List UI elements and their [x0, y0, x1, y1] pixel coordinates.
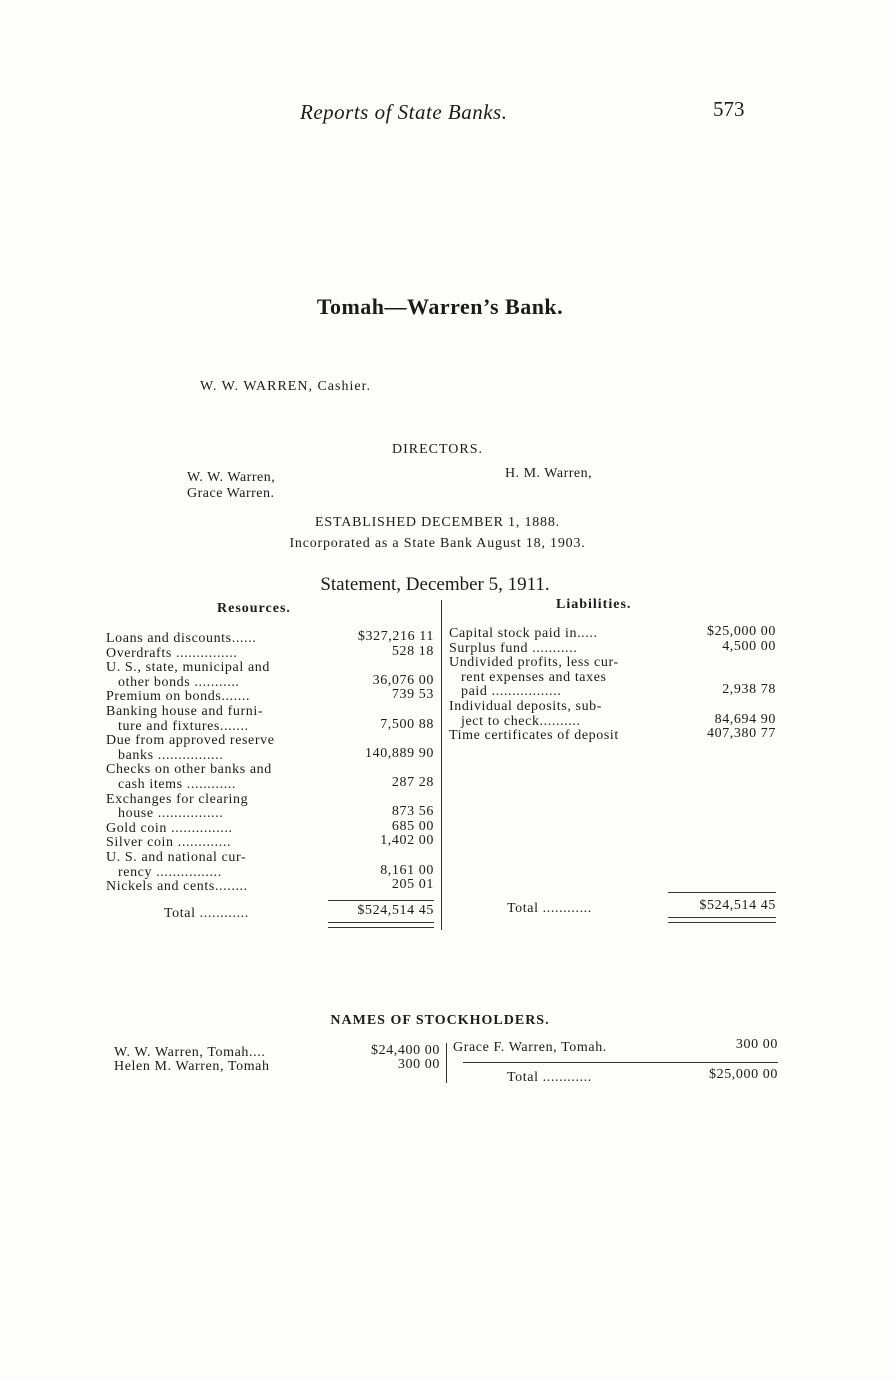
- resources-heading: Resources.: [217, 601, 291, 616]
- stockholders-total-label: Total ............: [507, 1070, 592, 1085]
- column-divider: [441, 600, 442, 930]
- liability-item-amount: 4,500 00: [722, 638, 776, 654]
- stockholders-divider: [446, 1043, 447, 1083]
- resource-item-amount: 36,076 00: [372, 672, 434, 688]
- liability-item-label: rent expenses and taxes: [461, 669, 607, 685]
- liabilities-total-label: Total ............: [507, 901, 592, 916]
- resource-item-amount: 685 00: [391, 818, 434, 834]
- stockholder-amount: 300 00: [397, 1057, 440, 1072]
- bank-name: Tomah—Warren’s Bank.: [316, 294, 564, 319]
- resource-item-label: U. S. and national cur-: [106, 850, 247, 865]
- stockholders-total-amount: $25,000 00: [709, 1067, 778, 1082]
- stockholder-amount: $24,400 00: [371, 1043, 440, 1058]
- liability-item-label: Undivided profits, less cur-: [449, 655, 619, 671]
- statement-title: Statement, December 5, 1911.: [320, 574, 550, 595]
- liability-item-label: ject to check..........: [461, 713, 581, 729]
- resource-item-label: Silver coin .............: [106, 835, 232, 851]
- resource-item-label: Nickels and cents........: [106, 879, 248, 895]
- resource-item-amount: $327,216 11: [357, 629, 434, 644]
- director-name: Grace Warren.: [187, 486, 275, 501]
- stockholder-name: Helen M. Warren, Tomah: [114, 1059, 270, 1074]
- director-name: W. W. Warren,: [187, 470, 276, 485]
- running-header-title: Reports of State Banks.: [300, 100, 508, 124]
- liability-item-amount: 2,938 78: [722, 682, 776, 698]
- resource-item-amount: 205 01: [391, 877, 434, 893]
- directors-heading: DIRECTORS.: [391, 442, 484, 457]
- incorporated-line: Incorporated as a State Bank August 18, 1903.: [289, 536, 586, 551]
- resource-item-label: Exchanges for clearing: [106, 791, 249, 807]
- resource-item-amount: 1,402 00: [380, 833, 434, 849]
- stockholder-name: Grace F. Warren, Tomah.: [453, 1040, 607, 1055]
- resource-item-label: Banking house and furni-: [106, 704, 264, 719]
- liability-item-label: paid .................: [461, 684, 562, 700]
- resource-item-label: U. S., state, municipal and: [106, 660, 270, 676]
- liability-item-label: Individual deposits, sub-: [449, 699, 603, 714]
- resource-item-label: banks ................: [118, 747, 224, 763]
- resource-item-label: rency ................: [118, 864, 222, 880]
- liabilities-total-rule: [668, 892, 776, 893]
- resource-item-amount: 739 53: [391, 687, 434, 703]
- resource-item-label: Due from approved reserve: [106, 733, 275, 749]
- stockholders-total-rule: [463, 1062, 778, 1063]
- resource-item-label: other bonds ...........: [118, 674, 240, 690]
- stockholders-heading: NAMES OF STOCKHOLDERS.: [330, 1013, 550, 1028]
- resources-total-label: Total ............: [164, 906, 249, 921]
- resource-item-label: Checks on other banks and: [106, 762, 272, 778]
- resource-item-label: Overdrafts ...............: [106, 645, 238, 661]
- resource-item-amount: 873 56: [391, 804, 434, 820]
- cashier-line: W. W. WARREN, Cashier.: [200, 379, 371, 394]
- page-number: 573: [713, 97, 745, 121]
- resource-item-amount: 528 18: [391, 643, 434, 659]
- resource-item-label: ture and fixtures.......: [118, 718, 249, 734]
- resource-item-amount: 8,161 00: [380, 862, 434, 878]
- liability-item-label: Surplus fund ...........: [449, 640, 578, 656]
- resource-item-label: house ................: [118, 806, 224, 822]
- director-name: H. M. Warren,: [505, 466, 593, 481]
- resource-item-label: Gold coin ...............: [106, 820, 233, 836]
- resource-item-label: Loans and discounts......: [106, 631, 257, 646]
- resource-item-amount: 7,500 88: [380, 716, 434, 732]
- resources-ledger: [106, 631, 436, 896]
- stockholder-amount: 300 00: [735, 1037, 778, 1052]
- resource-item-label: Premium on bonds.......: [106, 689, 251, 705]
- liability-item-amount: 407,380 77: [707, 726, 776, 742]
- resource-item-amount: 287 28: [391, 775, 434, 790]
- established-line: ESTABLISHED DECEMBER 1, 1888.: [315, 515, 560, 530]
- liabilities-total-amount: $524,514 45: [699, 898, 776, 913]
- resources-total-rule: [328, 900, 434, 901]
- liability-item-amount: $25,000 00: [707, 624, 776, 639]
- resource-item-label: cash items ............: [118, 777, 237, 792]
- resources-total-amount: $524,514 45: [357, 903, 434, 918]
- resource-item-amount: 140,889 90: [365, 745, 434, 761]
- liabilities-ledger: [449, 626, 774, 756]
- liabilities-heading: Liabilities.: [556, 597, 632, 612]
- liability-item-label: Capital stock paid in.....: [449, 626, 598, 641]
- stockholder-name: W. W. Warren, Tomah....: [114, 1045, 266, 1060]
- liability-item-label: Time certificates of deposit: [449, 728, 619, 744]
- liabilities-double-rule: [668, 917, 776, 923]
- liability-item-amount: 84,694 90: [714, 711, 776, 727]
- resources-double-rule: [328, 922, 434, 928]
